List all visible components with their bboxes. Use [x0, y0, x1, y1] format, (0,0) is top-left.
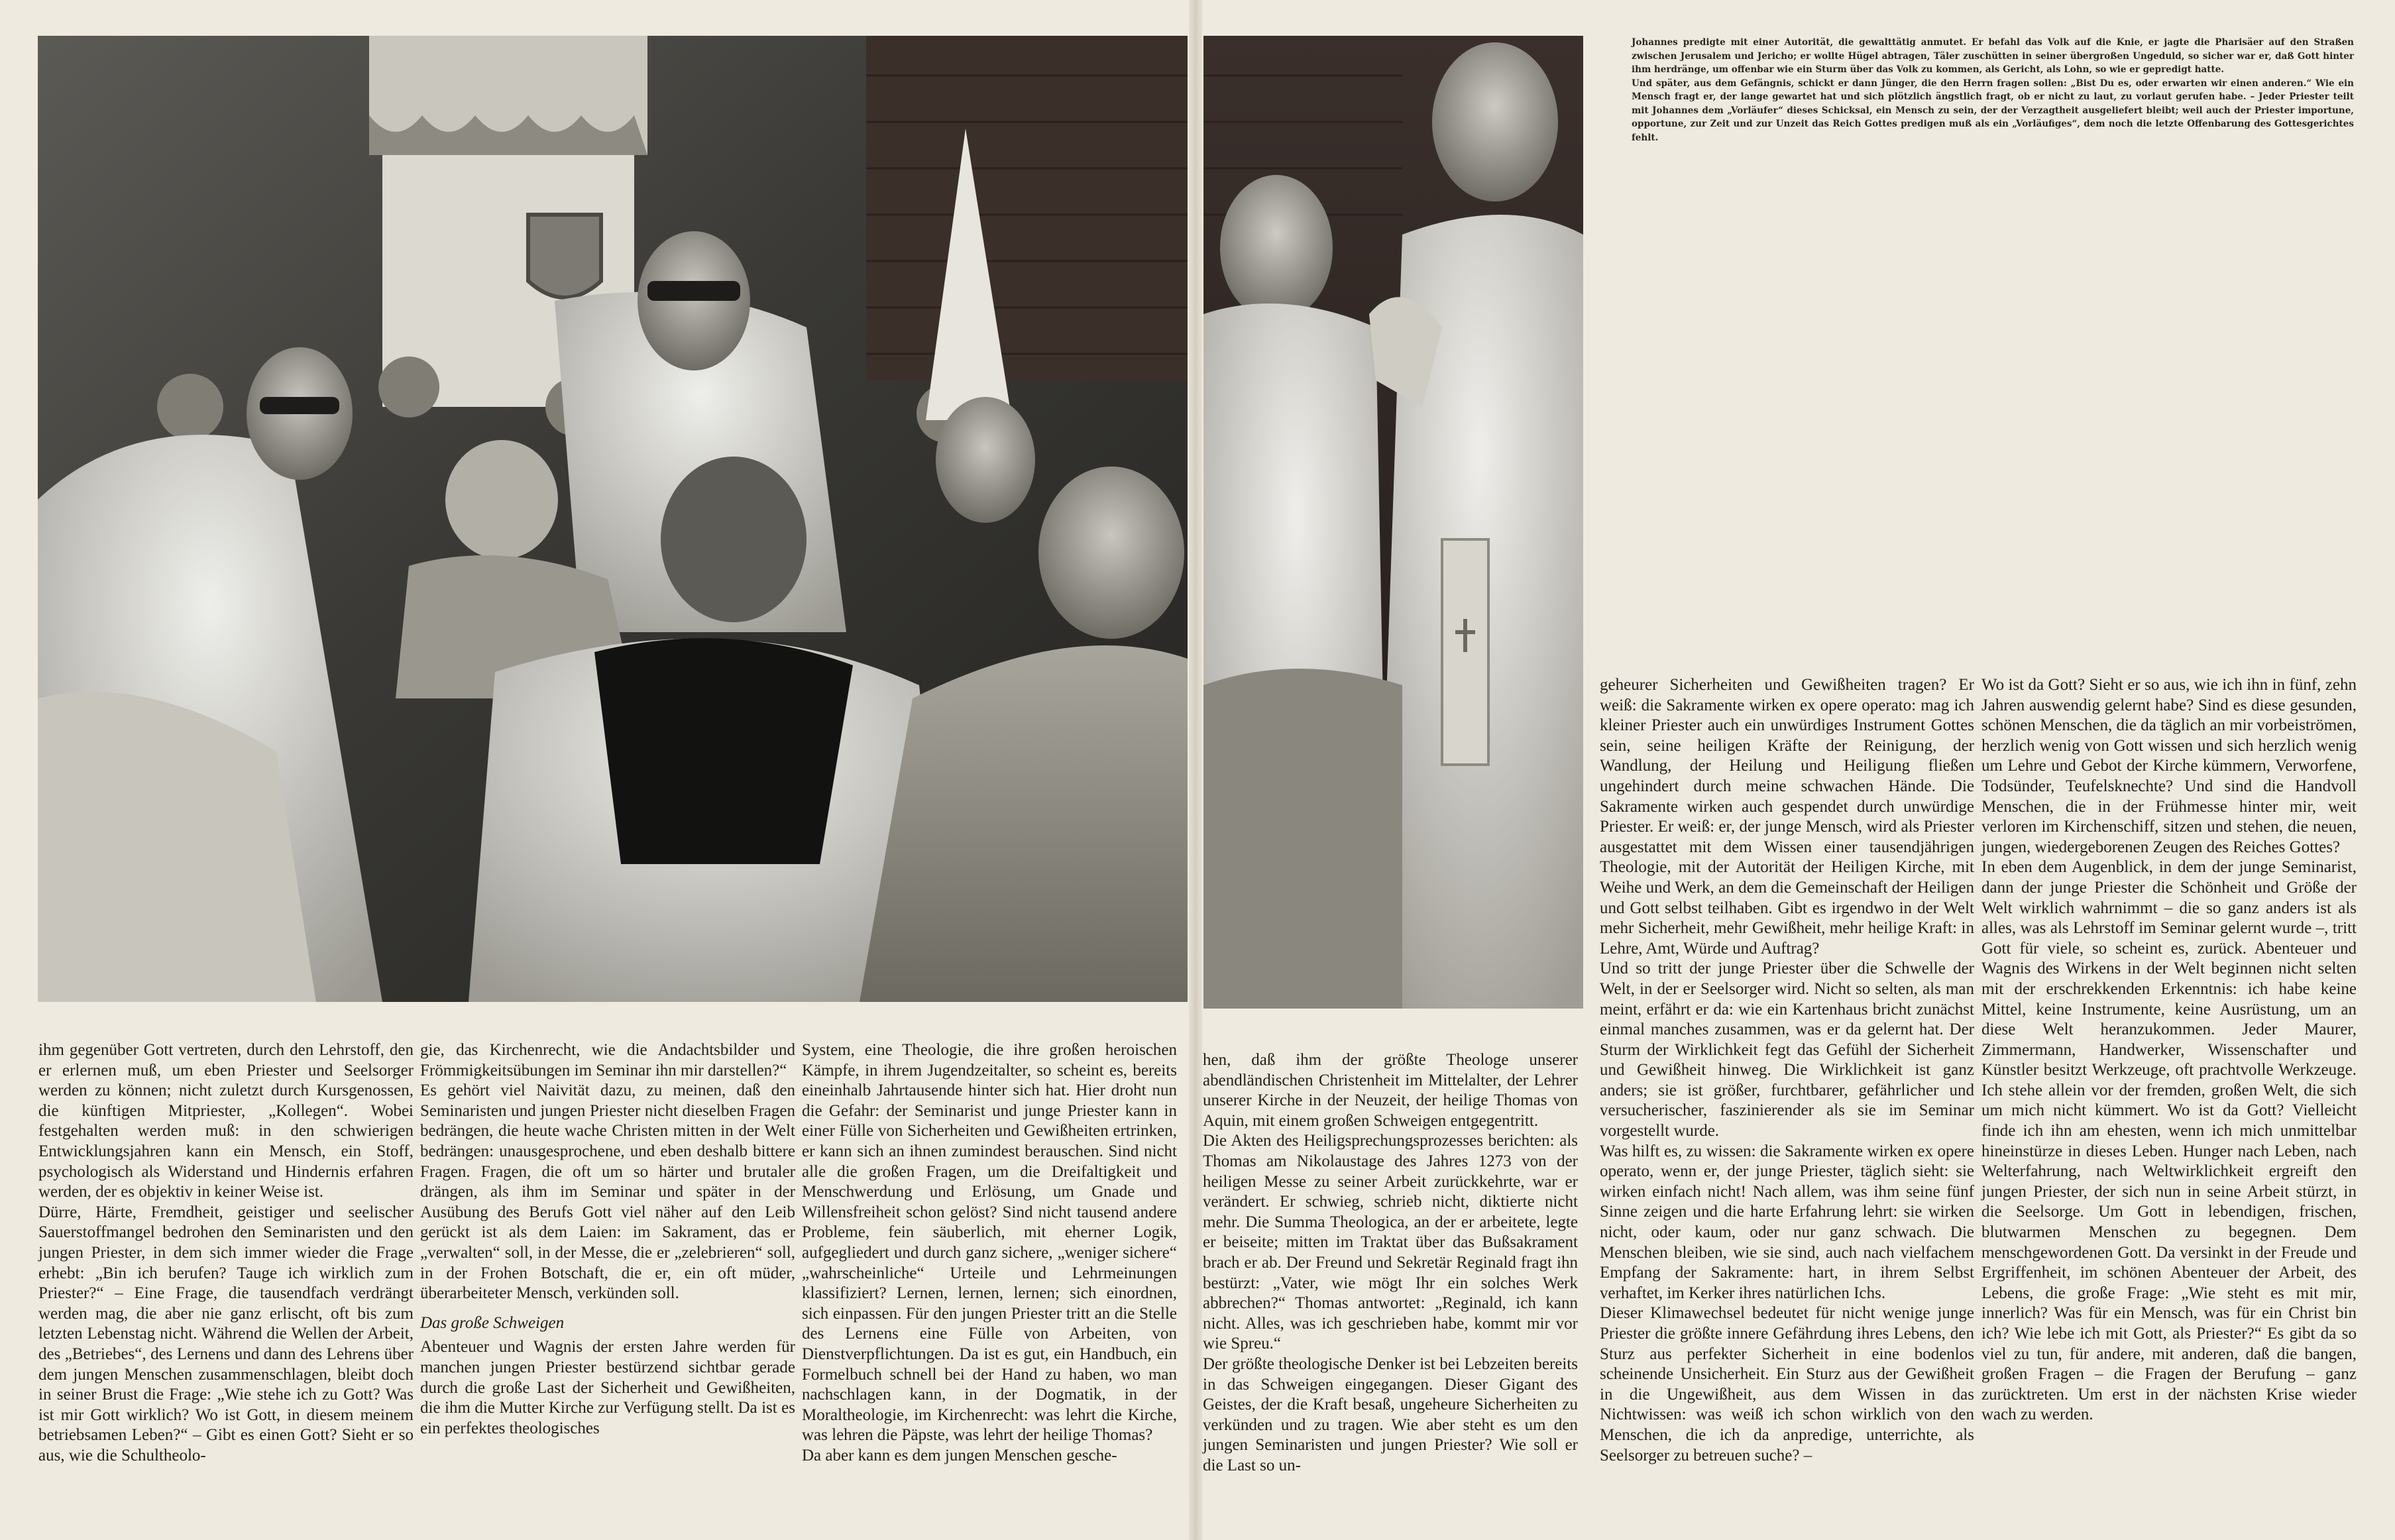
text-column-1	[38, 1040, 414, 1466]
paragraph: Dieser Klimawechsel bedeutet für nicht wenige junge Priester die größte innere Gefährdung ihres Lebens, den Sturz aus perfekter Sicherheit in eine bodenlos scheinende Unsicherheit. Ein Sturz aus der Gewißheit in die Ungewißheit, aus dem Wissen in das Nichtwissen: was weiß ich schon wirklich von den Menschen, die ich da anpredige, unterrichte, als Seelsorger zu betreuen suche? –	[1600, 1304, 1974, 1464]
caption-paragraph: Johannes predigte mit einer Autorität, die gewalttätig anmutet. Er befahl das Volk auf die Knie, er jagte die Pharisäer auf den Straßen zwischen Jerusalem und Jericho; er wollte Hügel abtragen, Täler zuschütten in seiner übergroßen Ungeduld, so sicher war er, daß Gott hinter ihm herdränge, um offenbar wie ein Sturm über das Volk zu kommen, als Gericht, als Lohn, so wie er gepredigt hatte.	[1632, 37, 2354, 75]
paragraph: ihm gegenüber Gott vertreten, durch den Lehrstoff, den er erlernen muß, um eben Priester und Seelsorger werden zu können; nicht zuletzt durch Kursgenossen, die künftigen Mitpriester, „Kollegen“. Wobei festgehalten werden muß: in den schwierigen Entwicklungsjahren kann ein Mensch, ein Stoff, psychologisch als Widerstand und Hindernis erfahren werden, der es objektiv in keiner Weise ist.	[38, 1041, 414, 1201]
photo-right-graphic	[1203, 36, 1583, 1009]
paragraph: Da aber kann es dem jungen Menschen gesche-	[802, 1446, 1117, 1464]
paragraph: Dürre, Härte, Fremdheit, geistiger und seelischer Sauerstoffmangel bedrohen den Seminaristen und den jungen Priester, in dem sich immer wieder die Frage erhebt: „Bin ich berufen? Tauge ich wirklich zum Priester?“ – Eine Frage, die tausendfach verdrängt werden mag, die aber nie ganz erlischt, oft bis zum letzten Lebenstag nicht. Während die Wellen der Arbeit, des „Betriebes“, des Lernens und dann des Lehrens über dem jungen Menschen zusammenschlagen, bleibt doch in seiner Brust die Frage: „Wie stehe ich zu Gott? Was ist mir Gott wirklich? Wo ist Gott, in diesem meinem betriebsamen Leben?“ – Gibt es einen Gott? Sieht er so aus, wie die Schultheolo-	[38, 1203, 414, 1464]
paragraph: In eben dem Augenblick, in dem der junge Seminarist, dann der junge Priester die Schönheit und Größe der Welt wirklich wahrnimmt – die so ganz anders ist als alles, was als Lehrstoff im Seminar gelernt wurde –, tritt Gott für viele, so scheint es, zurück. Abenteuer und Wagnis des Wirkens in der Welt beginnen nicht selten mit der erschrekkenden Erkenntnis: ich habe keine Mittel, keine Instrumente, keine Ausrüstung, um an diese Welt heranzukommen. Jeder Maurer, Zimmermann, Handwerker, Wissenschafter und Künstler besitzt Werkzeuge, oft prachtvolle Werkzeuge. Ich stehe allein vor der fremden, großen Welt, die sich um mich nicht kümmert. Wo ist da Gott? Vielleicht finde ich ihn am ehesten, wenn ich mich unmittelbar hineinstürze in dieses Leben. Hunger nach Leben, nach Welterfahrung, nach Weltwirklichkeit ergreift den jungen Priester, der sich nun in seine Arbeit stürzt, in die Seelsorge. Um Gott in lebendigen, frischen, blutwarmen Menschen zu begegnen. Dem menschgewordenen Gott. Da versinkt in der Freude und Ergriffenheit, im schönen Abenteuer der Arbeit, des Lebens, die große Frage: „Wie steht es mit mir, innerlich? Was für ein Mensch, was für ein Christ bin ich? Wie lebe ich mit Gott, als Priester?“ Es gibt da so viel zu tun, für andere, mit anderen, daß die bangen, großen Fragen – die Fragen der Berufung – ganz zurücktreten. Um erst in der nächsten Krise wieder wach zu werden.	[1981, 858, 2357, 1424]
paragraph: Und so tritt der junge Priester über die Schwelle der Welt, in der er Seelsorger wird. Nicht so selten, als man meint, erfährt er da: wie ein Kartenhaus bricht zunächst einmal manches zusammen, was er da gelernt hat. Der Sturm der Wirklichkeit fegt das Gefühl der Sicherheit und Gewißheit hinweg. Die Wirklichkeit ist ganz anders; sie ist größer, furchtbarer, gefährlicher und versucherischer, faszinierender als sie im Seminar vorgestellt wurde.	[1600, 960, 1974, 1140]
photo-left-graphic	[38, 36, 1188, 1002]
paragraph: Die Akten des Heiligsprechungsprozesses berichten: als Thomas am Nikolaustage des Jahres 1273 von der heiligen Messe zu seiner Arbeit zurückkehrte, war er verändert. Er schwieg, schrieb nicht, diktierte nicht mehr. Die Summa Theologica, an der er arbeitete, legte er beiseite; mitten im Traktat über das Bußsakrament brach er ab. Der Freund und Sekretär Reginald fragt ihn bestürzt: „Vater, wie mögt Ihr ein solches Werk abbrechen?“ Thomas antwortet: „Reginald, ich kann nicht. Alles, was ich geschrieben habe, kommt mir vor wie Spreu.“	[1203, 1132, 1578, 1353]
text-column-5	[1600, 675, 1974, 1466]
paragraph: Abenteuer und Wagnis der ersten Jahre werden für manchen jungen Priester bestürzend sichtbar gerade durch die große Last der Sicherheit und Gewißheiten, die ihm die Mutter Kirche zur Verfügung stellt. Da ist es ein perfektes theologisches	[420, 1338, 795, 1437]
text-column-6	[1981, 675, 2357, 1425]
paragraph: System, eine Theologie, die ihre großen heroischen Kämpfe, in ihrem Jugendzeitalter, so scheint es, bereits eineinhalb Jahrtausende hinter sich hat. Hier droht nun die Gefahr: der Seminarist und junge Priester kann in einer Fülle von Sicherheiten und Gewißheiten ertrinken, er kann sich an ihnen zumindest berauschen. Sind nicht alle die großen Fragen, um die Dreifaltigkeit und Menschwerdung und Erlösung, um Gnade und Willensfreiheit schon gelöst? Sind nicht tausend andere Probleme, fein säuberlich, mit eherner Logik, aufgegliedert und durch ganz sichere, „weniger sichere“ „wahrscheinliche“ Urteile und Lehrmeinungen klassifiziert? Lernen, lernen, lernen; sich einordnen, sich einpassen. Für den jungen Priester tritt an die Stelle des Lernens eine Fülle von Arbeiten, von Dienstverpflichtungen. Da ist es gut, ein Handbuch, ein Formelbuch schnell bei der Hand zu haben, wo man nachschlagen kann, in der Dogmatik, in der Moraltheologie, im Kirchenrecht: was lehrt die Kirche, was lehren die Päpste, was lehrt der heilige Thomas?	[802, 1041, 1177, 1445]
paragraph: Der größte theologische Denker ist bei Lebzeiten bereits in das Schweigen eingegangen. Dieser Gigant des Geistes, der die Kraft besaß, ungeheure Sicherheiten zu verkünden und zu tragen. Wie aber steht es um den jungen Seminaristen und jungen Priester? Wie soll er die Last so un-	[1203, 1354, 1578, 1474]
paragraph: Wo ist da Gott? Sieht er so aus, wie ich ihn in fünf, zehn Jahren auswendig gelernt habe? Sind es diese gesunden, schönen Menschen, die da täglich an mir vorbeiströmen, herzlich wenig von Gott wissen und sich herzlich wenig um Lehre und Gebot der Kirche kümmern, Verworfene, Todsünder, Teufelsknechte? Und sind die Handvoll Menschen, die in der Frühmesse hinter mir, weit verloren im Kirchenschiff, sitzen und stehen, die neuen, jungen, wiedergeborenen Zeugen des Reiches Gottes?	[1981, 676, 2357, 856]
paragraph: geheurer Sicherheiten und Gewißheiten tragen? Er weiß: die Sakramente wirken ex opere operato: mag ich kleiner Priester auch ein unwürdiges Instrument Gottes sein, seine heiligen Kräfte der Reinigung, der Wandlung, der Heilung und Heiligung fließen ungehindert durch meine schwachen Hände. Die Sakramente wirken auch gespendet durch unwürdige Priester. Er weiß: er, der junge Mensch, wird als Priester ausgestattet mit dem Wissen einer tausendjährigen Theologie, mit der Autorität der Heiligen Kirche, mit Weihe und Werk, an dem die Gemeinschaft der Heiligen und Gott selbst teilhaben. Gibt es irgendwo in der Welt mehr Sicherheit, mehr Gewißheit, mehr heilige Kraft: in Lehre, Amt, Würde und Auftrag?	[1600, 676, 1974, 958]
paragraph: hen, daß ihm der größte Theologe unserer abendländischen Christenheit im Mittelalter, der Lehrer unserer Kirche in der Neuzeit, der heilige Thomas von Aquin, mit einem großen Schweigen entgegentritt.	[1203, 1051, 1578, 1130]
ordination-photo-right	[1203, 36, 1583, 1009]
page-gutter	[1189, 0, 1202, 1540]
text-column-2	[420, 1040, 795, 1439]
caption-paragraph: Und später, aus dem Gefängnis, schickt er dann Jünger, die den Herrn fragen sollen: „Bist Du es, oder erwarten wir einen anderen.“ Wie ein Mensch fragt er, der lange gewartet hat und sich plötzlich ängstlich fragt, ob er nicht zu laut, zu vorlaut gerufen habe. – Jeder Priester teilt mit Johannes dem „Vorläufer“ dieses Schicksal, ein Mensch zu sein, der der Verzagtheit ausgeliefert bleibt; weil auch der Priester importune, opportune, zur Zeit und zur Unzeit das Reich Gottes predigen muß als ein „Vorläufiges“, dem noch die letzte Offenbarung des Gottesgerichtes fehlt.	[1632, 78, 2354, 143]
paragraph: Es gehört viel Naivität dazu, zu meinen, daß den Seminaristen und jungen Priester nicht dieselben Fragen bedrängen, die heute wache Christen mitten in der Welt bedrängen: unausgesprochene, und eben deshalb bittere Fragen. Fragen, die oft um so härter und brutaler drängen, als ihm im Seminar und später in der Ausübung des Berufs Gott viel näher auf den Leib gerückt ist als dem Laien: im Sakrament, das er „verwalten“ soll, in der Messe, die er „zelebrieren“ soll, in der Frohen Botschaft, die er, ein oft müder, überarbeiteter Mensch, verkünden soll.	[420, 1081, 795, 1303]
paragraph: gie, das Kirchenrecht, wie die Andachtsbilder und Frömmigkeitsübungen im Seminar ihn mir darstellen?“	[420, 1041, 795, 1079]
ordination-photo-left	[38, 36, 1188, 1002]
text-column-4	[1203, 1050, 1578, 1476]
paragraph: Was hilft es, zu wissen: die Sakramente wirken ex opere operato, wenn er, der junge Priester, täglich sieht: sie wirken einfach nicht! Nach allem, was ihm seine fünf Sinne zeigen und die harte Erfahrung lehrt: sie wirken nicht, oder kaum, oder nur ganz schwach. Die Menschen bleiben, wie sie sind, auch nach vielfachem Empfang der Sakramente: hart, in ihrem Selbst verhaftet, im Kerker ihres natürlichen Ichs.	[1600, 1142, 1974, 1302]
photo-caption	[1632, 36, 2354, 144]
section-subheading: Das große Schweigen	[420, 1313, 565, 1332]
text-column-3	[802, 1040, 1177, 1466]
